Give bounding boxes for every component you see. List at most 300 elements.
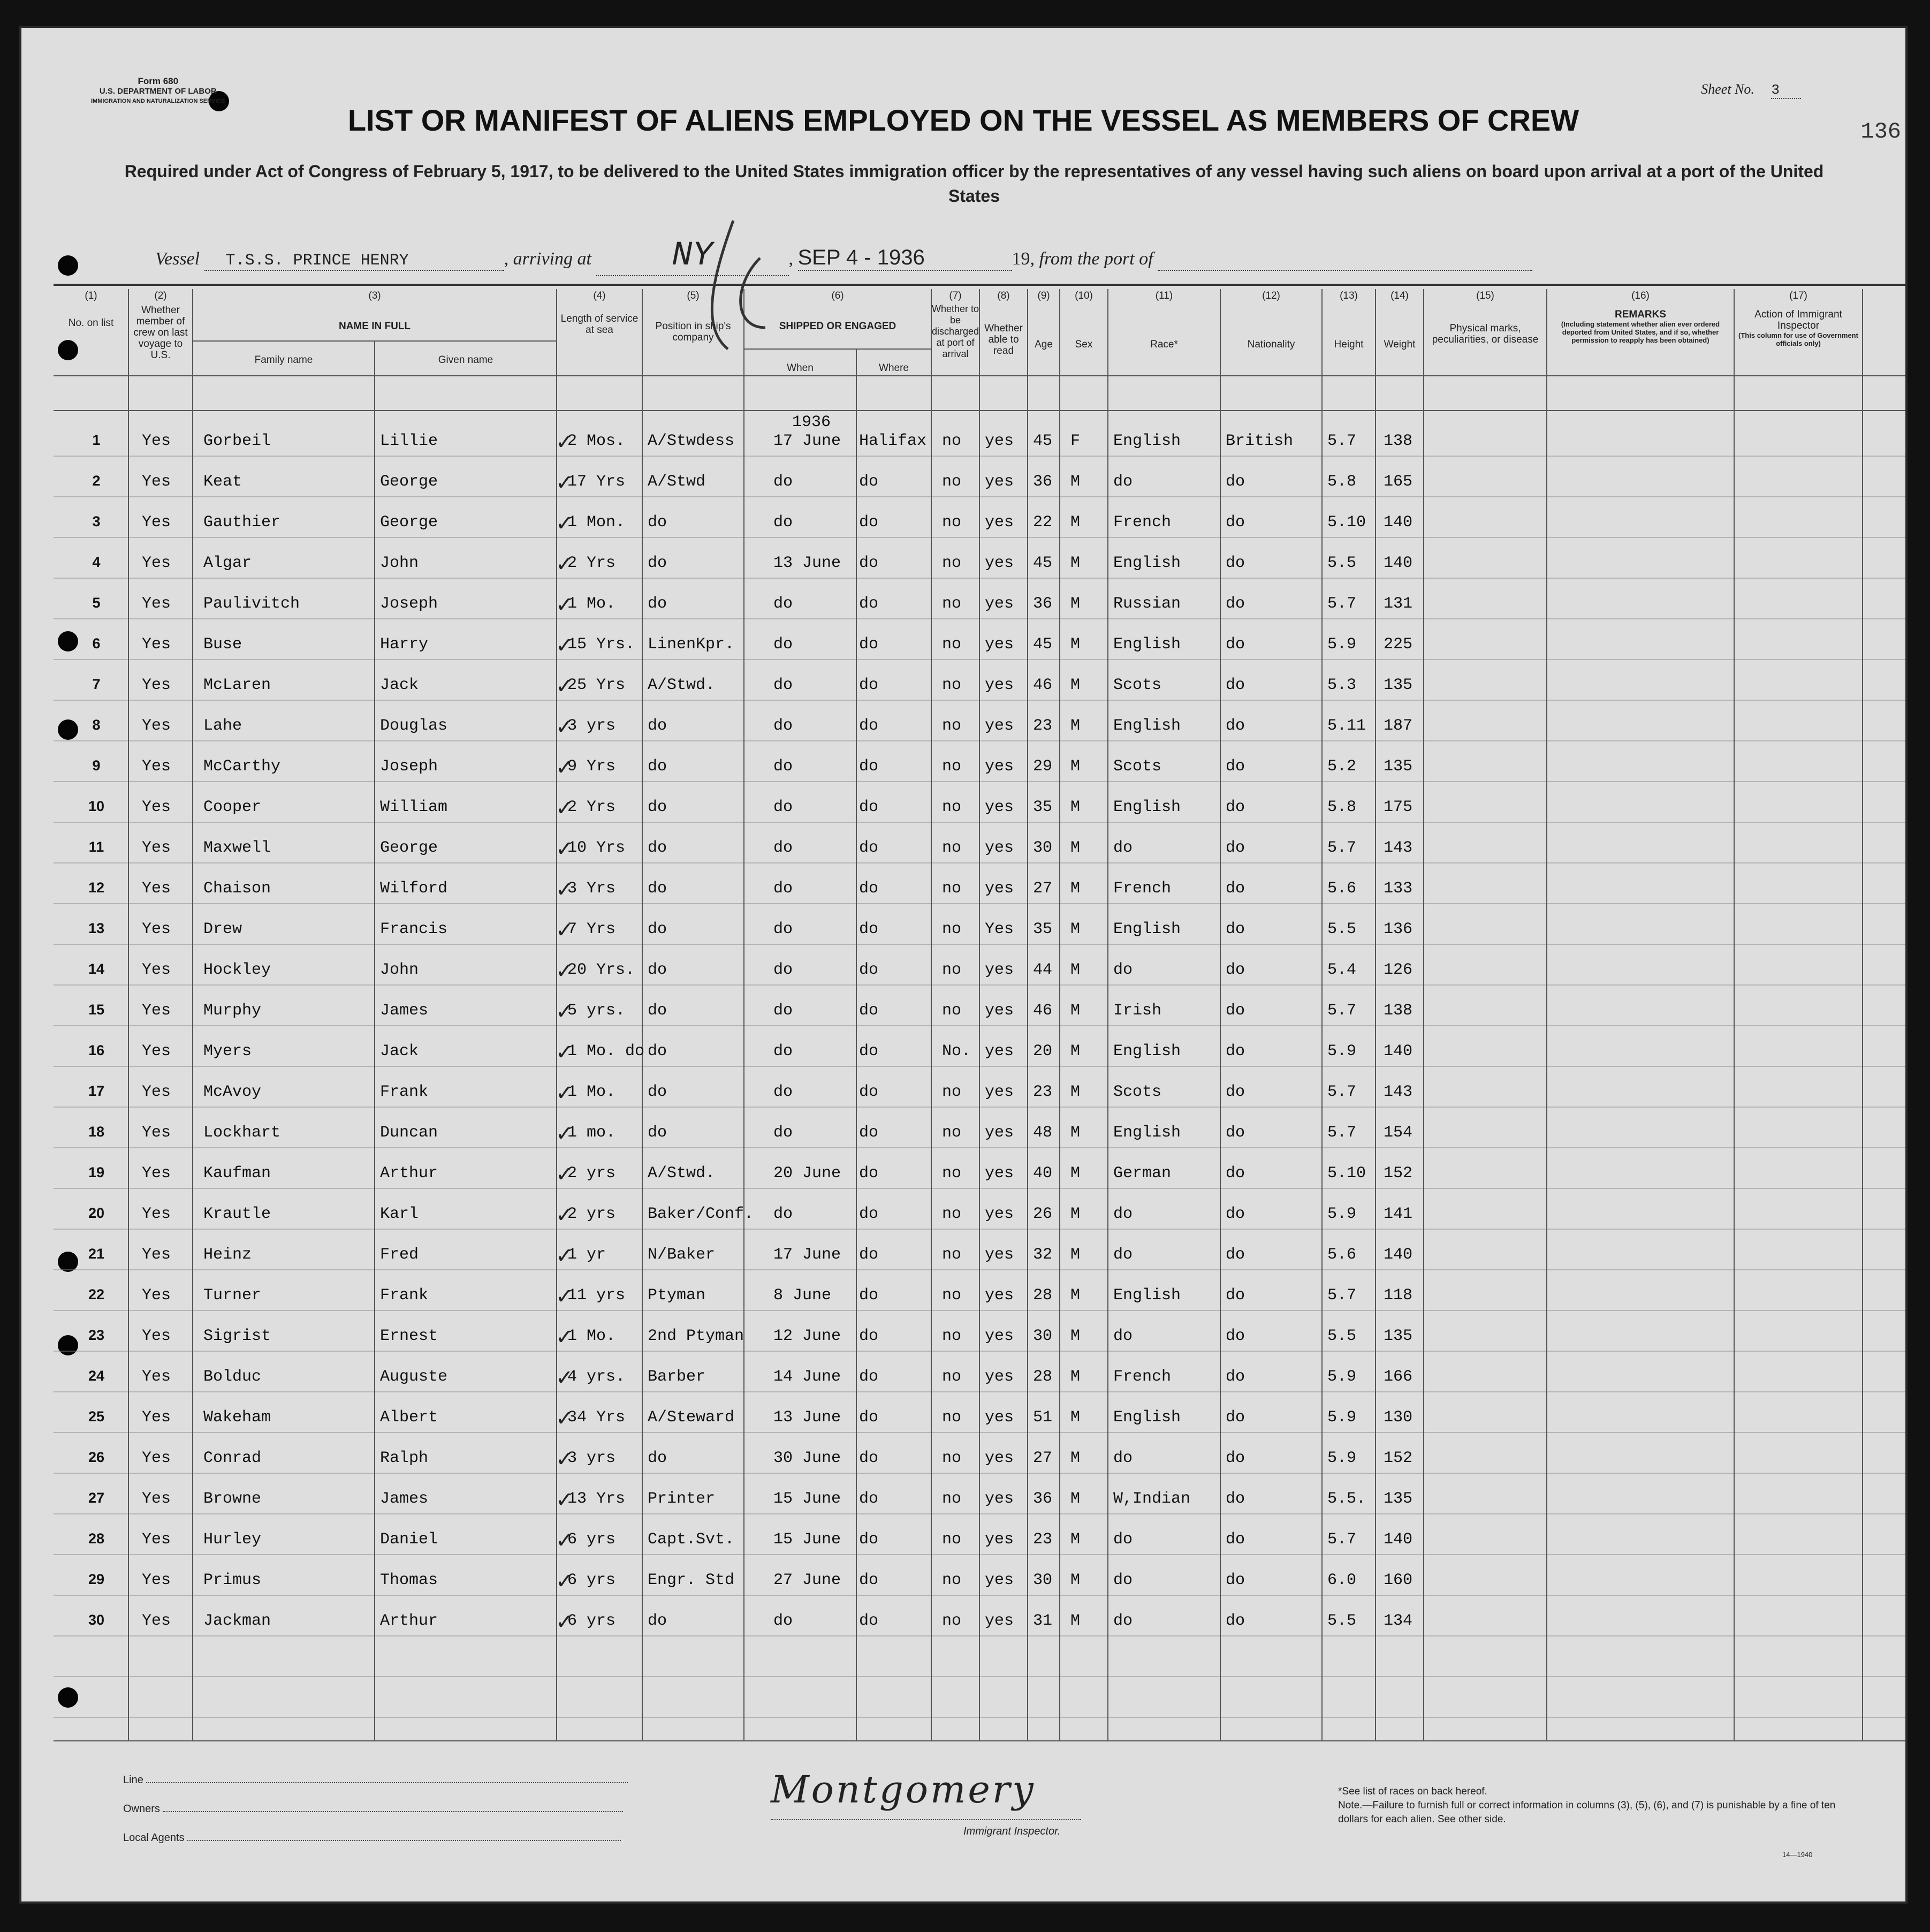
cell-family: Wakeham [203, 1408, 271, 1427]
col-5-number: (5) [687, 290, 700, 301]
cell-race: English [1113, 1408, 1181, 1427]
cell-position: do [648, 1002, 667, 1020]
cell-no: 11 [88, 839, 104, 855]
cell-discharged: no [942, 432, 962, 450]
cell-nationality: do [1226, 1246, 1245, 1264]
cell-race: English [1113, 1286, 1181, 1305]
cell-family: Lockhart [203, 1124, 281, 1142]
cell-member: Yes [142, 554, 171, 572]
col-7-label: Whether to be discharged at port of arrival [931, 304, 979, 359]
cell-member: Yes [142, 1124, 171, 1142]
cell-where: Halifax [859, 432, 927, 450]
cell-height: 6.0 [1327, 1571, 1357, 1589]
cell-weight: 135 [1384, 1490, 1413, 1508]
cell-age: 36 [1033, 1490, 1053, 1508]
cell-age: 30 [1033, 1327, 1053, 1345]
cell-service: 6 yrs [567, 1571, 616, 1589]
footer-line [123, 1774, 628, 1786]
cell-race: German [1113, 1164, 1172, 1183]
cell-nationality: do [1226, 717, 1245, 735]
cell-family: Drew [203, 920, 242, 938]
cell-nationality: do [1226, 1571, 1245, 1589]
cell-sex: M [1070, 920, 1081, 938]
cell-race: do [1113, 1449, 1133, 1467]
cell-read: yes [985, 1327, 1014, 1345]
cell-when: do [773, 757, 793, 776]
cell-member: Yes [142, 513, 171, 532]
cell-position: do [648, 513, 667, 532]
cell-given: Frank [380, 1286, 429, 1305]
col-14-number: (14) [1390, 290, 1409, 301]
cell-race: English [1113, 432, 1181, 450]
cell-where: do [859, 1205, 879, 1223]
sheet-value: 3 [1771, 82, 1801, 99]
cell-given: Arthur [380, 1164, 438, 1183]
cell-where: do [859, 1490, 879, 1508]
cell-weight: 160 [1384, 1571, 1413, 1589]
cell-discharged: no [942, 473, 962, 491]
cell-height: 5.7 [1327, 1002, 1357, 1020]
cell-where: do [859, 920, 879, 938]
cell-race: English [1113, 920, 1181, 938]
checkmark-icon: ✓ [556, 1447, 574, 1472]
cell-discharged: no [942, 880, 962, 898]
cell-race: French [1113, 880, 1172, 898]
cell-discharged: no [942, 554, 962, 572]
cell-no: 23 [88, 1327, 105, 1343]
col-15-number: (15) [1476, 290, 1494, 301]
cell-race: do [1113, 1612, 1133, 1630]
cell-discharged: no [942, 1408, 962, 1427]
cell-no: 2 [92, 473, 101, 489]
cell-read: Yes [985, 920, 1014, 938]
cell-no: 28 [88, 1531, 105, 1547]
cell-height: 5.4 [1327, 961, 1357, 979]
cell-sex: M [1070, 635, 1081, 654]
column-header-17 [1734, 290, 1863, 347]
cell-read: yes [985, 1124, 1014, 1142]
cell-height: 5.5 [1327, 1327, 1357, 1345]
cell-position: do [648, 880, 667, 898]
cell-service: 7 Yrs [567, 920, 616, 938]
cell-read: yes [985, 757, 1014, 776]
cell-when: do [773, 839, 793, 857]
cell-member: Yes [142, 757, 171, 776]
cell-nationality: do [1226, 1449, 1245, 1467]
cell-discharged: no [942, 1205, 962, 1223]
cell-weight: 138 [1384, 1002, 1413, 1020]
cell-when: do [773, 920, 793, 938]
cell-nationality: do [1226, 1490, 1245, 1508]
cell-no: 3 [92, 513, 101, 529]
cell-race: Scots [1113, 757, 1162, 776]
cell-height: 5.8 [1327, 798, 1357, 816]
service: IMMIGRATION AND NATURALIZATION SERVICE [91, 98, 225, 104]
cell-where: do [859, 1327, 879, 1345]
cell-when: do [773, 961, 793, 979]
column-header-11 [1108, 290, 1220, 350]
cell-nationality: do [1226, 1205, 1245, 1223]
cell-height: 5.11 [1327, 717, 1366, 735]
cell-read: yes [985, 1612, 1014, 1630]
document-title: LIST OR MANIFEST OF ALIENS EMPLOYED ON THE VESSEL AS MEMBERS OF CREW [347, 103, 1579, 137]
column-header-8 [979, 290, 1028, 357]
column-header-7 [931, 290, 979, 360]
cell-given: John [380, 554, 419, 572]
col-11-label: Race* [1150, 339, 1178, 350]
cell-sex: M [1070, 1327, 1081, 1345]
cell-position: do [648, 920, 667, 938]
checkmark-icon: ✓ [556, 1162, 574, 1187]
cell-position: Capt.Svt. [648, 1531, 735, 1549]
cell-age: 44 [1033, 961, 1053, 979]
cell-no: 7 [92, 676, 101, 692]
cell-where: do [859, 635, 879, 654]
cell-given: Lillie [380, 432, 438, 450]
cell-member: Yes [142, 880, 171, 898]
cell-where: do [859, 1246, 879, 1264]
cell-when: 8 June [773, 1286, 832, 1305]
cell-position: Baker/Conf. [648, 1205, 754, 1223]
cell-when: 15 June [773, 1531, 841, 1549]
cell-no: 5 [92, 595, 101, 611]
cell-age: 28 [1033, 1286, 1053, 1305]
cell-family: Chaison [203, 880, 271, 898]
cell-position: LinenKpr. [648, 635, 735, 654]
cell-read: yes [985, 1286, 1014, 1305]
cell-where: do [859, 839, 879, 857]
cell-race: English [1113, 798, 1181, 816]
cell-where: do [859, 1164, 879, 1183]
vessel-name: T.S.S. PRINCE HENRY [204, 252, 504, 271]
cell-age: 23 [1033, 717, 1053, 735]
col-4-number: (4) [593, 290, 606, 301]
checkmark-icon: ✓ [556, 1122, 574, 1146]
cell-family: Turner [203, 1286, 262, 1305]
inspector-caption: Immigrant Inspector. [963, 1825, 1061, 1837]
column-header-4 [557, 290, 642, 336]
cell-weight: 131 [1384, 595, 1413, 613]
cell-where: do [859, 1408, 879, 1427]
column-header-13 [1322, 290, 1376, 350]
column-header-1 [54, 290, 128, 329]
cell-discharged: no [942, 595, 962, 613]
cell-service: 9 Yrs [567, 757, 616, 776]
cell-discharged: no [942, 961, 962, 979]
cell-race: Irish [1113, 1002, 1162, 1020]
cell-read: yes [985, 432, 1014, 450]
cell-member: Yes [142, 1205, 171, 1223]
cell-discharged: no [942, 1124, 962, 1142]
cell-no: 18 [88, 1124, 105, 1140]
cell-race: English [1113, 1124, 1181, 1142]
cell-when: do [773, 798, 793, 816]
cell-given: George [380, 513, 438, 532]
checkmark-icon: ✓ [556, 1325, 574, 1350]
cell-when: do [773, 880, 793, 898]
col-3-number: (3) [368, 290, 381, 301]
cell-height: 5.9 [1327, 1408, 1357, 1427]
footer-notes [1338, 1785, 1852, 1827]
arriving-label: arriving at [513, 249, 591, 269]
cell-when: 15 June [773, 1490, 841, 1508]
cell-read: yes [985, 1246, 1014, 1264]
cell-age: 23 [1033, 1083, 1053, 1101]
cell-age: 31 [1033, 1612, 1053, 1630]
cell-when: do [773, 513, 793, 532]
cell-where: do [859, 1083, 879, 1101]
cell-family: Gauthier [203, 513, 281, 532]
cell-race: English [1113, 554, 1181, 572]
cell-discharged: no [942, 717, 962, 735]
cell-where: do [859, 513, 879, 532]
cell-no: 25 [88, 1408, 105, 1425]
cell-when: do [773, 635, 793, 654]
cell-where: do [859, 1286, 879, 1305]
cell-position: do [648, 757, 667, 776]
cell-no: 16 [88, 1042, 105, 1058]
cell-where: do [859, 473, 879, 491]
column-header-6 [744, 290, 931, 332]
cell-member: Yes [142, 717, 171, 735]
cell-nationality: do [1226, 1042, 1245, 1060]
cell-given: Ernest [380, 1327, 438, 1345]
cell-service: 10 Yrs [567, 839, 626, 857]
cell-family: Krautle [203, 1205, 271, 1223]
cell-weight: 136 [1384, 920, 1413, 938]
cell-sex: M [1070, 1124, 1081, 1142]
cell-member: Yes [142, 1327, 171, 1345]
checkmark-icon: ✓ [556, 1488, 574, 1512]
cell-position: do [648, 1449, 667, 1467]
cell-read: yes [985, 1002, 1014, 1020]
cell-discharged: no [942, 1286, 962, 1305]
cell-where: do [859, 1571, 879, 1589]
cell-nationality: do [1226, 757, 1245, 776]
cell-height: 5.9 [1327, 1042, 1357, 1060]
cell-family: McAvoy [203, 1083, 262, 1101]
cell-family: Sigrist [203, 1327, 271, 1345]
cell-nationality: do [1226, 1327, 1245, 1345]
cell-weight: 187 [1384, 717, 1413, 735]
checkmark-icon: ✓ [556, 796, 574, 821]
cell-height: 5.7 [1327, 1124, 1357, 1142]
cell-position: A/Stwd [648, 473, 706, 491]
cell-height: 5.10 [1327, 1164, 1366, 1183]
cell-nationality: do [1226, 1368, 1245, 1386]
cell-service: 25 Yrs [567, 676, 626, 694]
cell-race: do [1113, 473, 1133, 491]
cell-service: 5 yrs. [567, 1002, 626, 1020]
cell-height: 5.6 [1327, 1246, 1357, 1264]
cell-race: Scots [1113, 676, 1162, 694]
cell-age: 29 [1033, 757, 1053, 776]
cell-read: yes [985, 880, 1014, 898]
cell-member: Yes [142, 961, 171, 979]
line-label: Line [123, 1774, 143, 1786]
cell-family: Cooper [203, 798, 262, 816]
column-header-5 [642, 290, 744, 343]
cell-sex: M [1070, 676, 1081, 694]
cell-member: Yes [142, 1246, 171, 1264]
cell-no: 10 [88, 798, 105, 814]
footer-owners [123, 1803, 623, 1815]
checkmark-icon: ✓ [556, 511, 574, 536]
cell-service: 3 yrs [567, 717, 616, 735]
cell-member: Yes [142, 1571, 171, 1589]
cell-family: Hurley [203, 1531, 262, 1549]
col-1-number: (1) [85, 290, 97, 301]
cell-discharged: no [942, 839, 962, 857]
cell-family: Kaufman [203, 1164, 271, 1183]
cell-when: 12 June [773, 1327, 841, 1345]
cell-given: Joseph [380, 757, 438, 776]
cell-service: 17 Yrs [567, 473, 626, 491]
col-10-label: Sex [1075, 339, 1093, 350]
cell-given: Duncan [380, 1124, 438, 1142]
checkmark-icon: ✓ [556, 1284, 574, 1309]
cell-nationality: do [1226, 1124, 1245, 1142]
cell-position: do [648, 595, 667, 613]
cell-sex: M [1070, 473, 1081, 491]
col-4-label: Length of service at sea [560, 313, 639, 336]
cell-service: 4 yrs. [567, 1368, 626, 1386]
cell-where: do [859, 1124, 879, 1142]
cell-age: 45 [1033, 432, 1053, 450]
cell-family: Lahe [203, 717, 242, 735]
cell-weight: 152 [1384, 1164, 1413, 1183]
cell-position: A/Steward [648, 1408, 735, 1427]
cell-when: do [773, 1083, 793, 1101]
cell-nationality: do [1226, 1286, 1245, 1305]
col-6-number: (6) [831, 290, 844, 301]
cell-no: 9 [92, 757, 101, 774]
cell-member: Yes [142, 1531, 171, 1549]
cell-family: Murphy [203, 1002, 262, 1020]
cell-service: 6 yrs [567, 1531, 616, 1549]
cell-sex: M [1070, 1002, 1081, 1020]
cell-read: yes [985, 554, 1014, 572]
cell-height: 5.7 [1327, 839, 1357, 857]
cell-position: Printer [648, 1490, 716, 1508]
cell-where: do [859, 595, 879, 613]
cell-where: do [859, 1531, 879, 1549]
cell-weight: 225 [1384, 635, 1413, 654]
cell-given: George [380, 839, 438, 857]
cell-read: yes [985, 1490, 1014, 1508]
cell-race: do [1113, 1531, 1133, 1549]
checkmark-icon: ✓ [556, 593, 574, 617]
cell-given: Jack [380, 1042, 419, 1060]
from-port-label: from the port of [1039, 249, 1153, 269]
cell-service: 3 yrs [567, 1449, 616, 1467]
col-14-label: Weight [1384, 339, 1416, 350]
checkmark-icon: ✓ [556, 959, 574, 983]
cell-position: do [648, 1083, 667, 1101]
cell-family: Keat [203, 473, 242, 491]
cell-service: 34 Yrs [567, 1408, 626, 1427]
cell-weight: 135 [1384, 757, 1413, 776]
cell-no: 17 [88, 1083, 105, 1099]
checkmark-icon: ✓ [556, 633, 574, 658]
cell-read: yes [985, 1042, 1014, 1060]
cell-given: Douglas [380, 717, 448, 735]
cell-where: do [859, 961, 879, 979]
cell-height: 5.10 [1327, 513, 1366, 532]
cell-age: 27 [1033, 880, 1053, 898]
checkmark-icon: ✓ [556, 674, 574, 699]
cell-given: Albert [380, 1408, 438, 1427]
cell-sex: M [1070, 1449, 1081, 1467]
cell-discharged: no [942, 513, 962, 532]
cell-nationality: do [1226, 554, 1245, 572]
cell-no: 29 [88, 1571, 105, 1587]
cell-where: do [859, 1612, 879, 1630]
cell-member: Yes [142, 1286, 171, 1305]
cell-nationality: do [1226, 1531, 1245, 1549]
cell-when: 14 June [773, 1368, 841, 1386]
checkmark-icon: ✓ [556, 1244, 574, 1268]
cell-when: 13 June [773, 554, 841, 572]
cell-service: 13 Yrs [567, 1490, 626, 1508]
cell-race: French [1113, 1368, 1172, 1386]
cell-weight: 141 [1384, 1205, 1413, 1223]
checkmark-icon: ✓ [556, 918, 574, 943]
cell-when: do [773, 1002, 793, 1020]
cell-sex: M [1070, 595, 1081, 613]
document-subtitle: Required under Act of Congress of February 5, 1917, to be delivered to the United States immigration officer by the representatives of any vessel having such aliens on board upon arrival at a port of the United States [124, 162, 1824, 206]
col-12-label: Nationality [1247, 339, 1295, 350]
cell-when: do [773, 595, 793, 613]
col-16-note: (Including statement whether alien ever ordered deported from United States, and if so, whether permission to reapply has been obtained) [1561, 320, 1720, 344]
column-header-2 [128, 290, 193, 361]
col-7-number: (7) [949, 290, 962, 301]
cell-weight: 118 [1384, 1286, 1413, 1305]
cell-read: yes [985, 635, 1014, 654]
cell-no: 15 [88, 1002, 105, 1018]
page-number: 136 [1860, 119, 1901, 145]
cell-age: 35 [1033, 798, 1053, 816]
cell-where: do [859, 676, 879, 694]
cell-family: Maxwell [203, 839, 271, 857]
cell-service: 15 Yrs. [567, 635, 635, 654]
cell-sex: M [1070, 513, 1081, 532]
cell-height: 5.7 [1327, 432, 1357, 450]
cell-family: Buse [203, 635, 242, 654]
col-2-label: Whether member of crew on last voyage to U.S. [133, 305, 188, 361]
cell-age: 26 [1033, 1205, 1053, 1223]
cell-when: do [773, 676, 793, 694]
cell-race: Russian [1113, 595, 1181, 613]
cell-family: Gorbeil [203, 432, 271, 450]
cell-height: 5.5. [1327, 1490, 1366, 1508]
cell-age: 20 [1033, 1042, 1053, 1060]
cell-nationality: do [1226, 676, 1245, 694]
cell-weight: 126 [1384, 961, 1413, 979]
cell-service: 20 Yrs. [567, 961, 635, 979]
cell-given: Joseph [380, 595, 438, 613]
cell-no: 26 [88, 1449, 105, 1465]
cell-nationality: do [1226, 473, 1245, 491]
col-1-label: No. on list [68, 317, 114, 329]
cell-discharged: no [942, 920, 962, 938]
cell-when: do [773, 717, 793, 735]
cell-when: do [773, 1124, 793, 1142]
cell-given: Jack [380, 676, 419, 694]
cell-given: Karl [380, 1205, 419, 1223]
cell-position: do [648, 961, 667, 979]
cell-age: 28 [1033, 1368, 1053, 1386]
